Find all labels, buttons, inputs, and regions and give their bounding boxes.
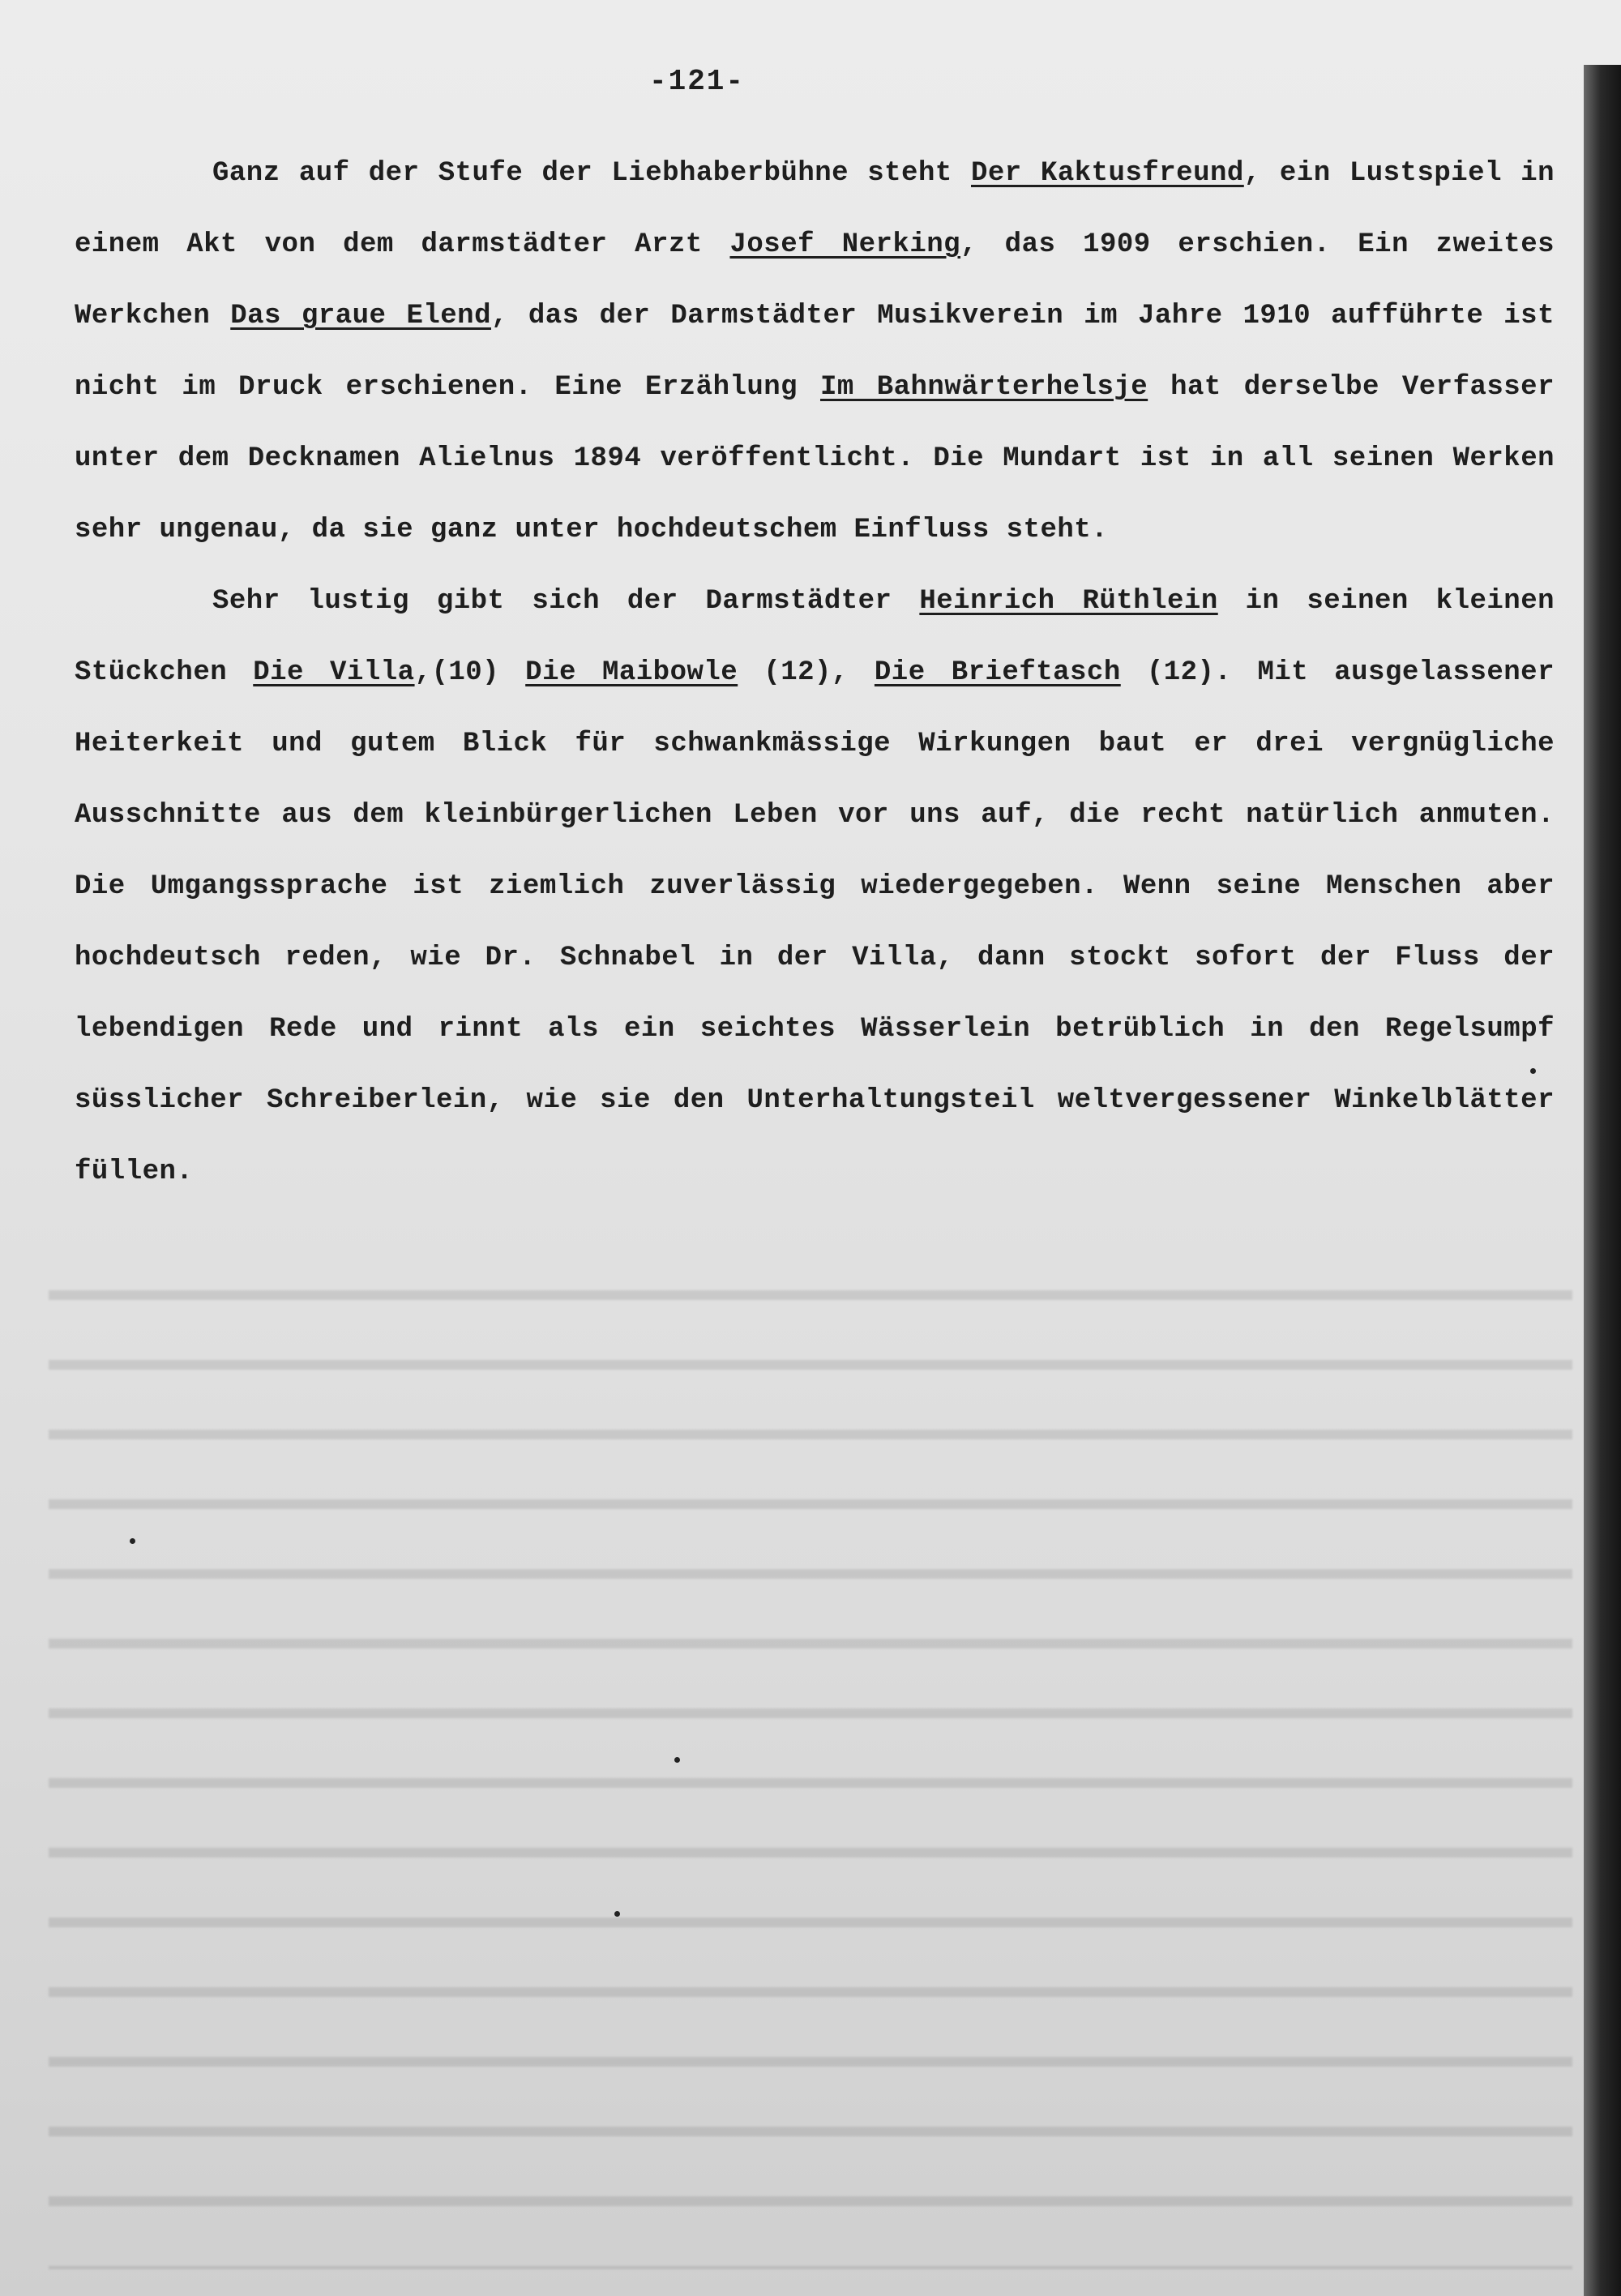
body-text — [75, 138, 1555, 1208]
text-segment: , das der Darmstädter Musikverein im Jahre 1910 aufführte ist nicht im Druck erschienen. Eine Erzählung — [75, 301, 1555, 403]
underlined-title: Der Kaktusfreund — [971, 158, 1244, 189]
text-segment: , das 1909 erschien. Ein zweites Werkchen — [75, 229, 1555, 331]
text-segment: Sehr lustig gibt sich der Darmstädter — [212, 586, 920, 617]
text-segment: , ein Lustspiel in einem Akt von dem darmstädter Arzt — [75, 158, 1555, 260]
text-segment: hat derselbe Verfasser unter dem Decknamen Alielnus 1894 veröffentlicht. Die Mundart ist in all seinen Werken sehr ungenau, da sie ganz unter hochdeutschem Einfluss steht. — [75, 372, 1555, 545]
page-number: -121- — [648, 65, 746, 98]
scan-edge-shadow — [1584, 65, 1621, 2296]
paragraph-2 — [75, 566, 1555, 1208]
text-segment: in seinen kleinen Stückchen — [75, 586, 1555, 688]
underlined-title: Heinrich Rüthlein — [919, 586, 1218, 617]
underlined-title: Die Villa — [253, 657, 415, 688]
underlined-title: Die Brieftasch — [874, 657, 1121, 688]
underlined-title: Das graue Elend — [230, 301, 491, 331]
text-segment: (12). Mit ausgelassener Heiterkeit und gutem Blick für schwankmässige Wirkungen baut er drei vergnügliche Ausschnitte aus dem kleinbürgerlichen Leben vor uns auf, die recht natürlich anmuten. Die Umgangssprache ist ziemlich zuverlässig wiedergegeben. Wenn seine Menschen aber hochdeutsch reden, wie Dr. Schnabel in der Villa, dann stockt sofort der Fluss der lebendigen Rede und rinnt als ein seichtes Wässerlein betrüblich in den Regelsumpf süsslicher Schreiberlein, wie sie den Unterhaltungsteil weltvergessener Winkelblätter füllen. — [75, 657, 1555, 1187]
paragraph-1 — [75, 138, 1555, 566]
underlined-title: Josef Nerking — [729, 229, 961, 260]
underlined-title: Die Maibowle — [525, 657, 738, 688]
text-segment: Ganz auf der Stufe der Liebhaberbühne steht — [212, 158, 971, 189]
dust-speck — [674, 1757, 680, 1763]
text-segment: (12), — [738, 657, 875, 688]
underlined-title: Im Bahnwärterhelsje — [820, 372, 1148, 403]
dust-speck — [130, 1538, 135, 1544]
bleed-through-text — [49, 1264, 1572, 2269]
dust-speck — [614, 1911, 620, 1917]
dust-speck — [1530, 1068, 1536, 1074]
text-segment: ,(10) — [414, 657, 526, 688]
